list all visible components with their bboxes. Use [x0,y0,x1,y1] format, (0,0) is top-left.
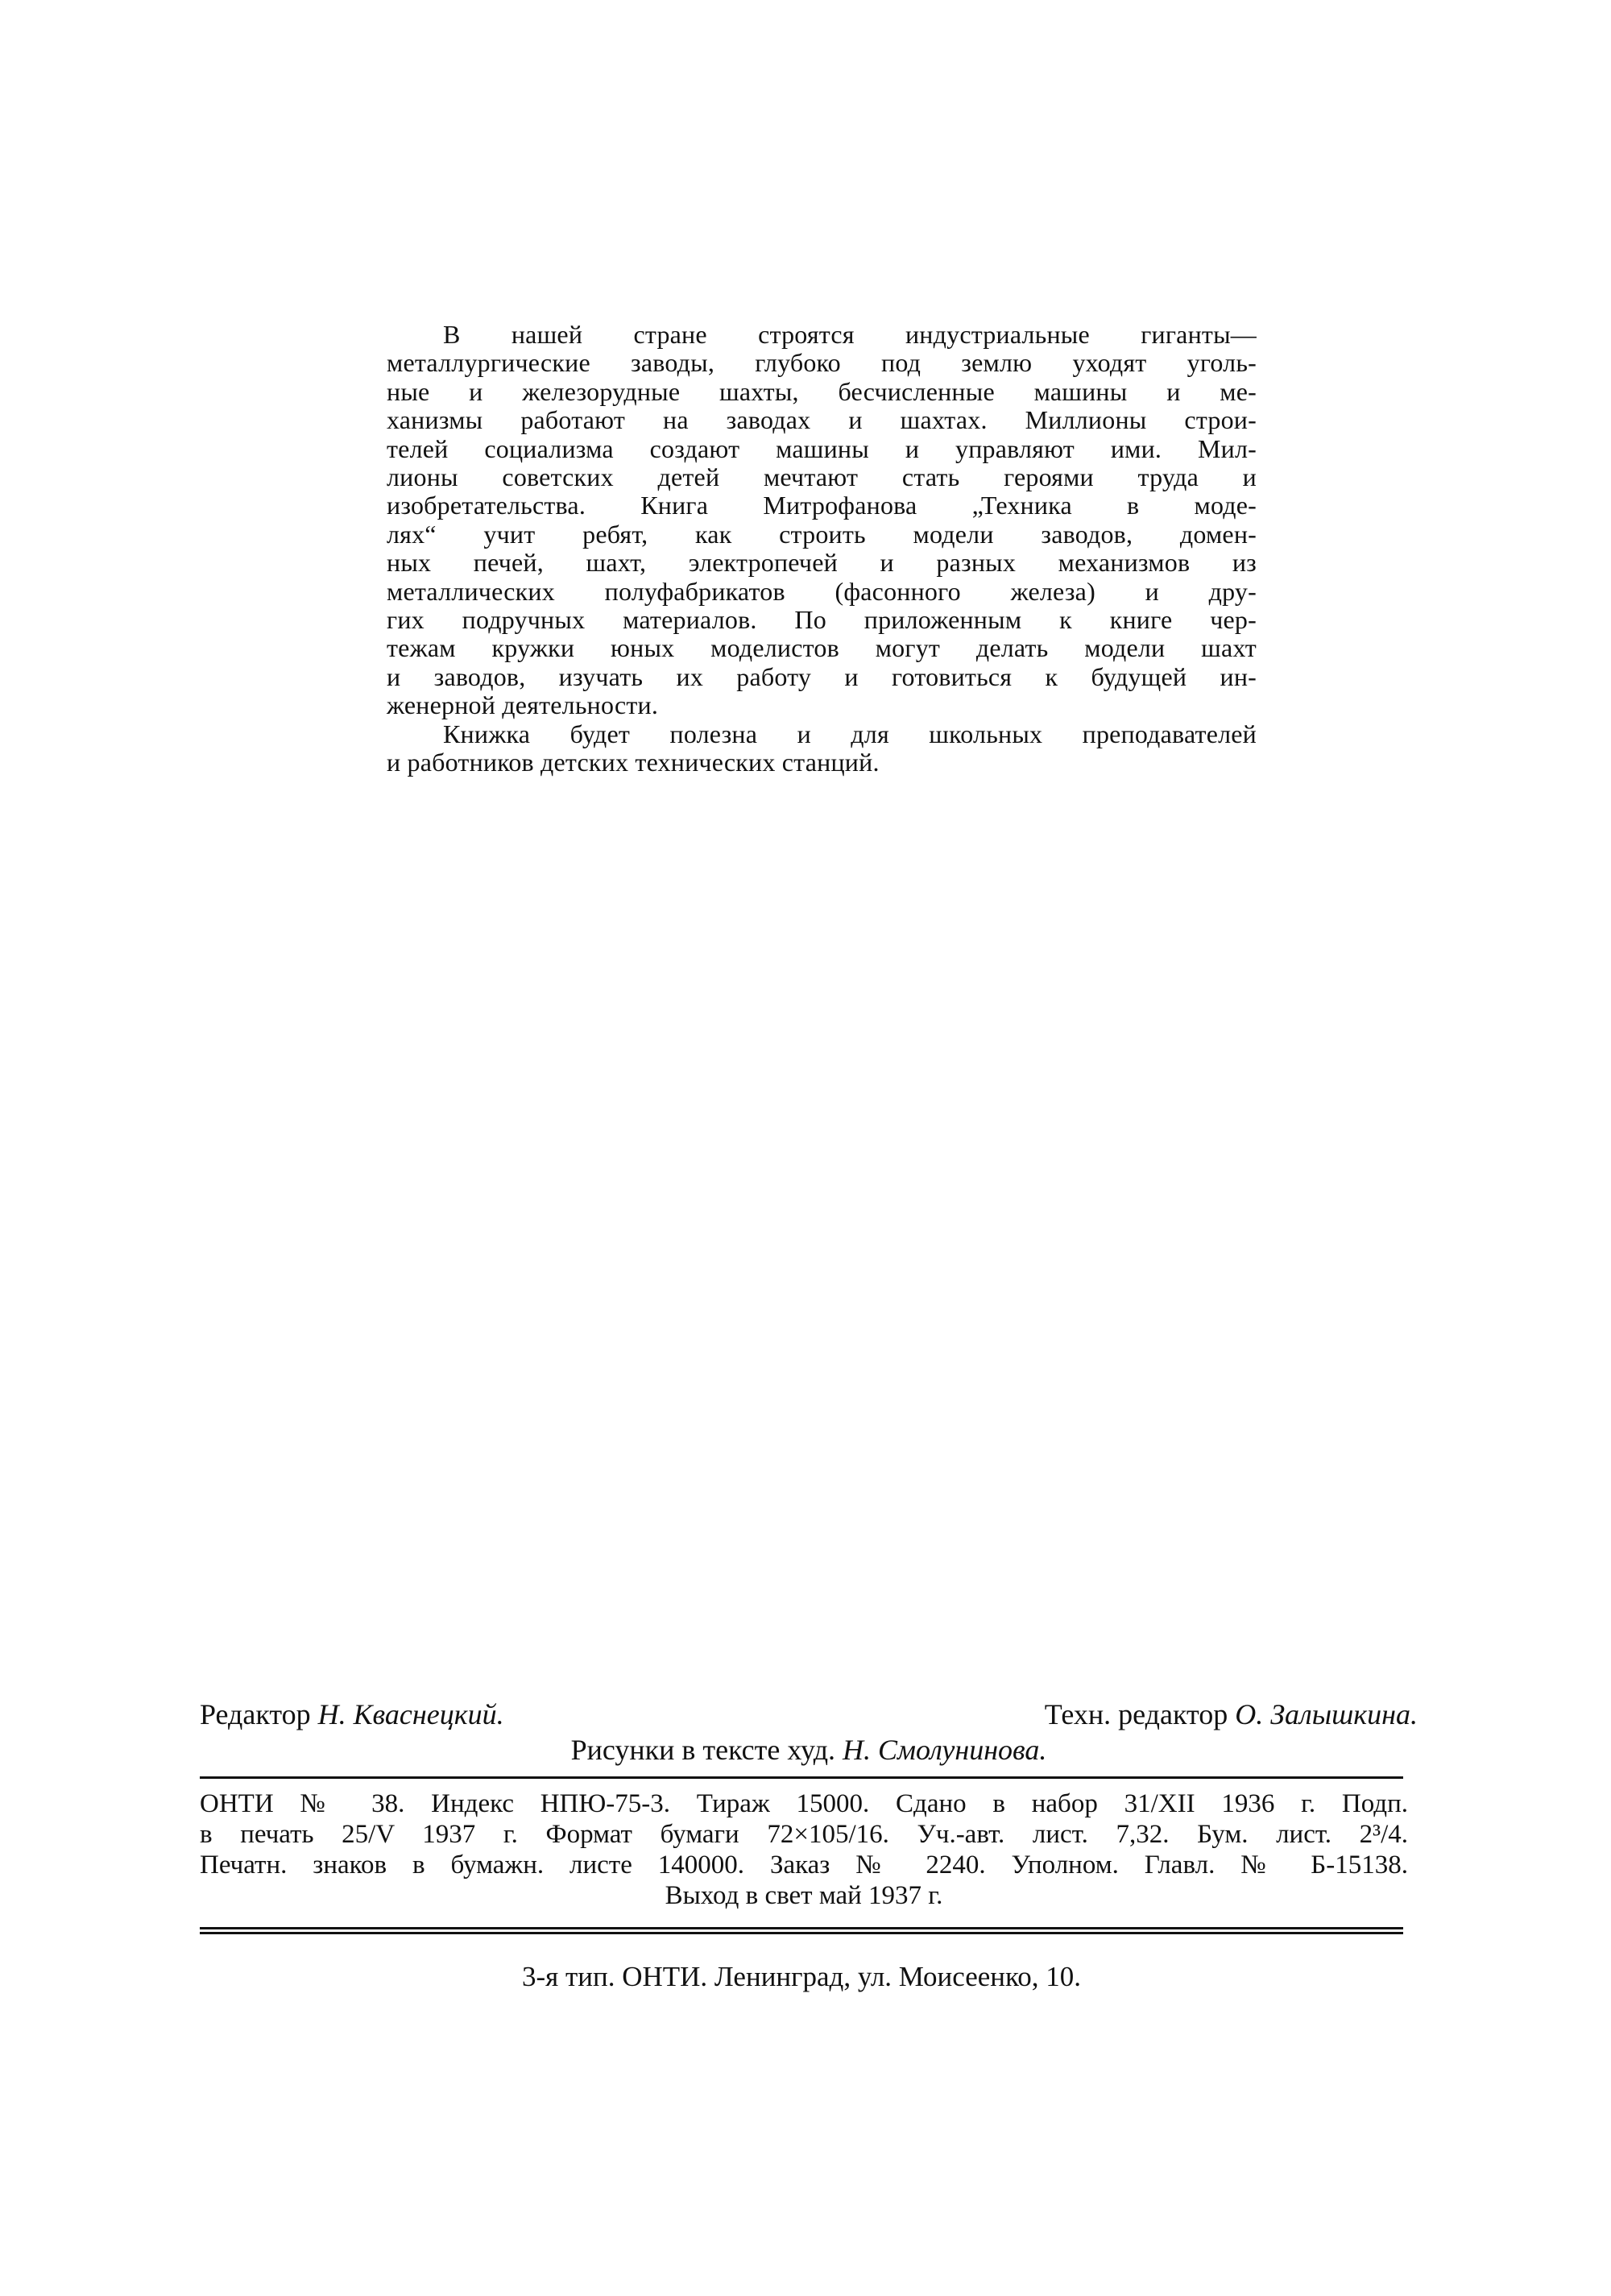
tech-editor-label: Техн. редактор [1044,1698,1228,1730]
annotation-line: изобретательства. Книга Митрофанова „Техника в моде- [387,491,1257,520]
editor-credit [200,1697,504,1732]
annotation-line: металлургические заводы, глубоко под землю уходят уголь- [387,348,1257,378]
annotation-line: ные и железорудные шахты, бесчисленные машины и ме- [387,376,1257,406]
imprint-line: Печатн. знаков в бумажн. листе 140000. Заказ № 2240. Уполном. Главл. № Б-15138. [200,1850,1408,1879]
annotation-line: тежам кружки юных моделистов могут делать модели шахт [387,633,1257,663]
book-annotation [387,321,1257,777]
annotation-line: лях“ учит ребят, как строить модели заводов, домен- [387,519,1257,549]
divider-rule [200,1776,1403,1779]
editor-name: Н. Кваснецкий. [317,1698,504,1730]
illustrations-label: Рисунки в тексте худ. [570,1734,836,1766]
annotation-line: и заводов, изучать их работу и готовиться к будущей ин- [387,661,1257,691]
annotation-line: гих подручных материалов. По приложенным к книге чер- [387,605,1257,635]
annotation-line: женерной деятельности. [387,690,659,720]
printer-line: 3-я тип. ОНТИ. Ленинград, ул. Моисеенко, 10. [521,1961,1082,1992]
imprint-line: Выход в свет май 1937 г. [665,1881,943,1910]
imprint-line: ОНТИ № 38. Индекс НПЮ-75-3. Тираж 15000. Сдано в набор 31/XII 1936 г. Подп. [200,1789,1408,1818]
tech-editor-name: О. Залышкина. [1235,1698,1418,1730]
divider-rule [200,1927,1403,1929]
annotation-line: ных печей, шахт, электропечей и разных механизмов из [387,548,1257,578]
annotation-line: Книжка будет полезна и для школьных преподавателей [443,719,1257,748]
illustrator-credit [200,1732,1418,1768]
annotation-line: лионы советских детей мечтают стать героями труда и [387,462,1257,492]
illustrator-name: Н. Смолунинова. [843,1734,1047,1766]
tech-editor-credit [1045,1697,1418,1732]
annotation-line: В нашей стране строятся индустриальные гиганты— [443,320,1257,349]
annotation-line: телей социализма создают машины и управляют ими. Мил- [387,433,1257,463]
editors-row [200,1697,1418,1732]
divider-rule [200,1932,1403,1934]
annotation-line: ханизмы работают на заводах и шахтах. Миллионы строи- [387,405,1257,435]
annotation-line: металлических полуфабрикатов (фасонного железа) и дру- [387,576,1257,606]
imprint-block [200,1788,1408,1911]
imprint-line: в печать 25/V 1937 г. Формат бумаги 72×105/16. Уч.-авт. лист. 7,32. Бум. лист. 2³/4. [200,1820,1408,1849]
editor-label: Редактор [200,1698,311,1730]
annotation-line: и работников детских технических станций. [387,748,880,777]
credits-block [200,1697,1418,1768]
